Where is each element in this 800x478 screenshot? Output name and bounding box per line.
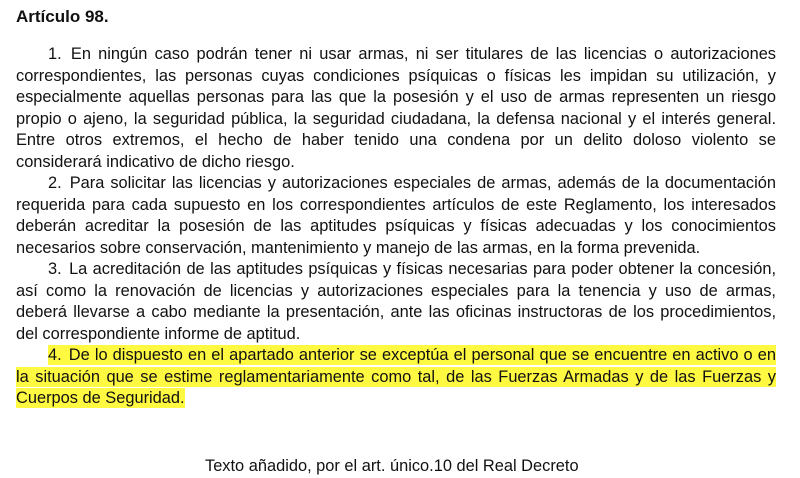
paragraph-text: En ningún caso podrán tener ni usar armas, ni ser titulares de las licencias o autorizaciones correspondientes, las personas cuyas condiciones psíquicas o físicas les impidan su utilización, y especialmente aquellas personas para las que la posesión y el uso de armas representen un riesgo propio o ajeno, la seguridad pública, la seguridad ciudadana, la defensa nacional y el interés general. Entre otros extremos, el hecho de haber tenido una condena por un delito doloso violento se considerará indicativo de dicho riesgo. [16,45,777,171]
paragraph-text: La acreditación de las aptitudes psíquicas y físicas necesarias para poder obtener la concesión, así como la renovación de licencias y autorizaciones especiales para la tenencia y uso de armas, deberá llevarse a cabo mediante la presentación, ante las oficinas instructoras de los procedimientos, del correspondiente informe de aptitud. [16,260,776,343]
paragraph-number: 1. [48,45,62,63]
paragraph-text: Para solicitar las licencias y autorizaciones especiales de armas, además de la documentación requerida para cada supuesto en los correspondientes artículos de este Reglamento, los interesados deberán acreditar la posesión de las aptitudes psíquicas y físicas adecuadas y los conocimientos necesarios sobre conservación, mantenimiento y manejo de las armas, en la forma prevenida. [16,174,776,257]
article-paragraph-4-highlighted [16,345,776,410]
article-paragraph-3 [16,259,776,345]
paragraph-number: 2. [48,174,62,192]
footer-note-cut-off: Texto añadido, por el art. único.10 del Real Decreto [205,457,579,475]
paragraph-number: 4. [48,346,62,364]
text-highlight [16,345,776,408]
document-page [16,6,776,410]
article-paragraph-2 [16,173,776,259]
paragraph-text: De lo dispuesto en el apartado anterior se exceptúa el personal que se encuentre en activo o en la situación que se estime reglamentariamente como tal, de las Fuerzas Armadas y de las Fuerzas y Cuerpos de Seguridad. [16,346,776,407]
article-title: Artículo 98. [16,7,109,26]
article-paragraph-1 [16,44,776,173]
paragraph-number: 3. [48,260,62,278]
